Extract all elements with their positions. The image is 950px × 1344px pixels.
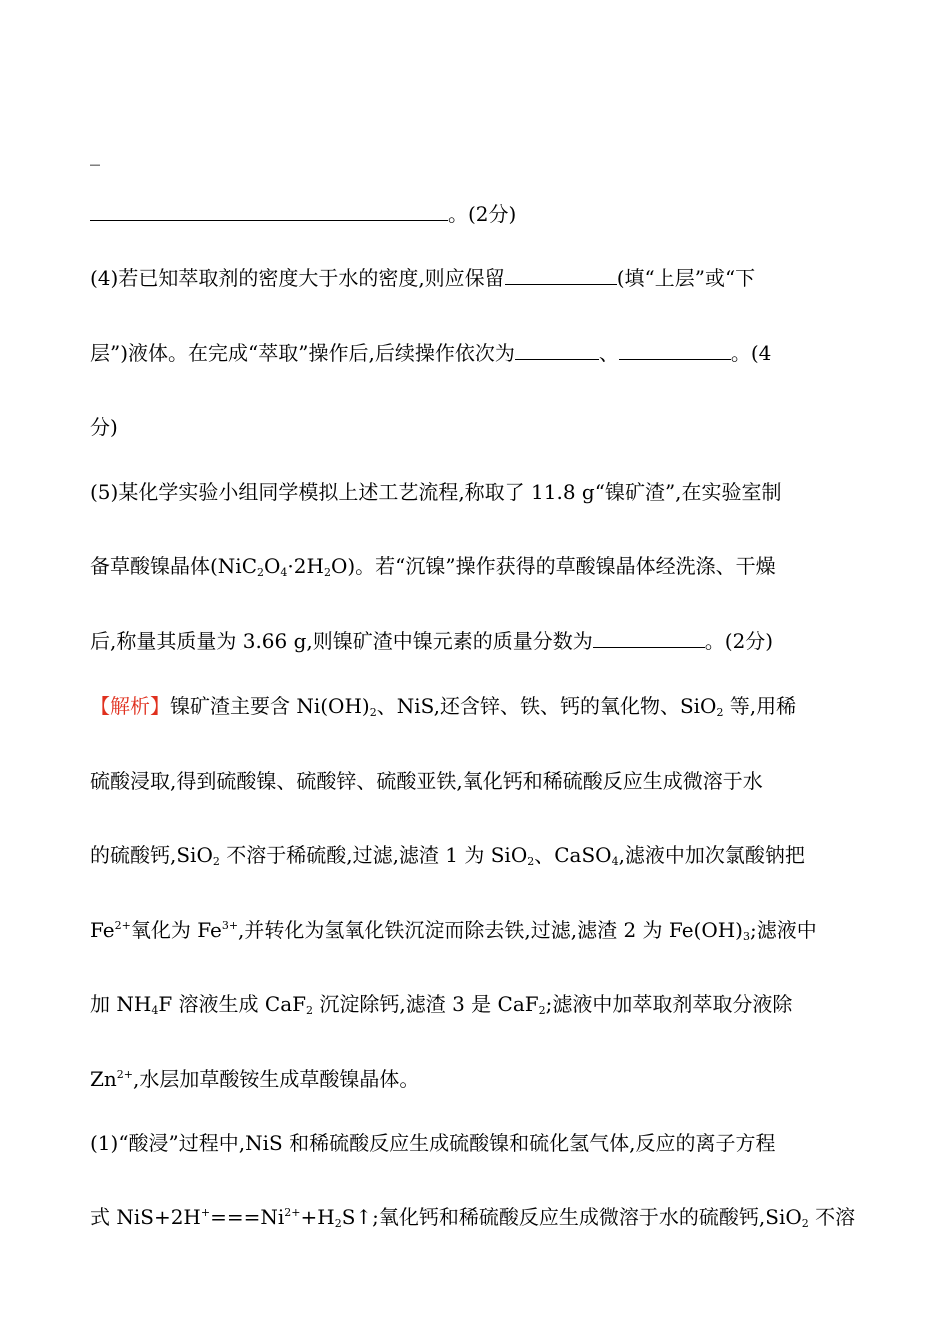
subscript: 2 (257, 566, 265, 579)
q4-line-3: 分) (90, 415, 118, 439)
superscript: 3+ (221, 919, 239, 932)
q5-text: 备草酸镍晶体(NiC (90, 554, 258, 578)
superscript: + (200, 1206, 211, 1219)
subscript: 2 (538, 1004, 546, 1017)
analysis-text: 、NiS,还含锌、铁、钙的氧化物、SiO (376, 694, 717, 718)
analysis-text: 氧化为 Fe (130, 918, 222, 942)
analysis-text: 不溶于稀硫酸,过滤,滤渣 1 为 SiO (219, 843, 528, 867)
analysis-line-5 (90, 990, 792, 1018)
analysis-line-1 (90, 692, 796, 720)
subscript: 3 (742, 930, 750, 943)
superscript: 2+ (114, 919, 131, 932)
answer-1-line-1: (1)“酸浸”过程中,NiS 和稀硫酸反应生成硫酸镍和硫化氢气体,反应的离子方程 (90, 1131, 776, 1155)
analysis-text: ;滤液中加萃取剂萃取分液除 (545, 992, 793, 1016)
analysis-line-4 (90, 916, 817, 944)
q5-text: 后,称量其质量为 3.66 g,则镍矿渣中镍元素的质量分数为 (90, 629, 593, 653)
subscript: 2 (716, 706, 724, 719)
q5-line-3 (90, 627, 773, 655)
subscript: 2 (369, 706, 377, 719)
subscript: 2 (334, 1217, 342, 1230)
q5-text: 。(2分) (704, 629, 774, 653)
q5-text: ·2H (287, 554, 324, 578)
q5-text: O)。若“沉镍”操作获得的草酸镍晶体经洗涤、干燥 (330, 554, 776, 578)
subscript: 2 (527, 855, 535, 868)
analysis-text: 加 NH (90, 992, 152, 1016)
analysis-line-2: 硫酸浸取,得到硫酸镍、硫酸锌、硫酸亚铁,氧化钙和稀硫酸反应生成微溶于水 (90, 769, 763, 793)
q4-text: 、 (598, 341, 619, 365)
analysis-text: ;滤液中 (749, 918, 817, 942)
analysis-text: 镍矿渣主要含 Ni(OH) (170, 694, 370, 718)
analysis-text: 、CaSO (534, 843, 612, 867)
analysis-text: 的硫酸钙,SiO (90, 843, 213, 867)
q4-text: (4)若已知萃取剂的密度大于水的密度,则应保留 (90, 266, 505, 290)
analysis-text: ,滤液中加次氯酸钠把 (618, 843, 805, 867)
answer-blank[interactable] (515, 339, 599, 360)
superscript: 2+ (116, 1068, 133, 1081)
analysis-text: F 溶液生成 CaF (158, 992, 307, 1016)
answer-blank[interactable] (505, 264, 617, 285)
answer-text: ===Ni (210, 1205, 285, 1229)
q4-text: (填“上层”或“下 (616, 266, 756, 290)
subscript: 2 (212, 855, 220, 868)
answer-text: 不溶 (808, 1205, 856, 1229)
q5-text: O (264, 554, 281, 578)
analysis-line-3 (90, 841, 805, 869)
q4-line-1 (90, 264, 755, 292)
subscript: 4 (611, 855, 619, 868)
answer-blank[interactable] (90, 200, 448, 221)
subscript: 2 (323, 566, 331, 579)
q4-line-2 (90, 339, 771, 367)
q3-answer-line (90, 200, 516, 228)
analysis-line-6 (90, 1065, 419, 1093)
answer-text: 式 NiS+2H (90, 1205, 201, 1229)
analysis-text: 沉淀除钙,滤渣 3 是 CaF (313, 992, 539, 1016)
answer-blank[interactable] (619, 339, 731, 360)
subscript: 4 (280, 566, 288, 579)
subscript: 2 (801, 1217, 809, 1230)
stray-mark: _ (90, 142, 100, 166)
analysis-text: 等,用稀 (723, 694, 797, 718)
answer-1-line-2 (90, 1203, 855, 1231)
q5-line-2 (90, 552, 776, 580)
subscript: 2 (306, 1004, 314, 1017)
q3-score: 。(2分) (448, 202, 517, 226)
analysis-text: Zn (90, 1067, 117, 1091)
q4-text: 层”)液体。在完成“萃取”操作后,后续操作依次为 (90, 341, 515, 365)
answer-blank[interactable] (593, 627, 705, 648)
answer-text: +H (300, 1205, 335, 1229)
analysis-tag: 【解析】 (90, 694, 170, 718)
analysis-text: ,并转化为氢氧化铁沉淀而除去铁,过滤,滤渣 2 为 Fe(OH) (238, 918, 743, 942)
analysis-text: Fe (90, 918, 115, 942)
q5-line-1: (5)某化学实验小组同学模拟上述工艺流程,称取了 11.8 g“镍矿渣”,在实验室制 (90, 480, 782, 504)
answer-text: S↑;氧化钙和稀硫酸反应生成微溶于水的硫酸钙,SiO (341, 1205, 802, 1229)
subscript: 4 (151, 1004, 159, 1017)
analysis-text: ,水层加草酸铵生成草酸镍晶体。 (133, 1067, 420, 1091)
superscript: 2+ (284, 1206, 301, 1219)
q4-text: 。(4 (730, 341, 772, 365)
